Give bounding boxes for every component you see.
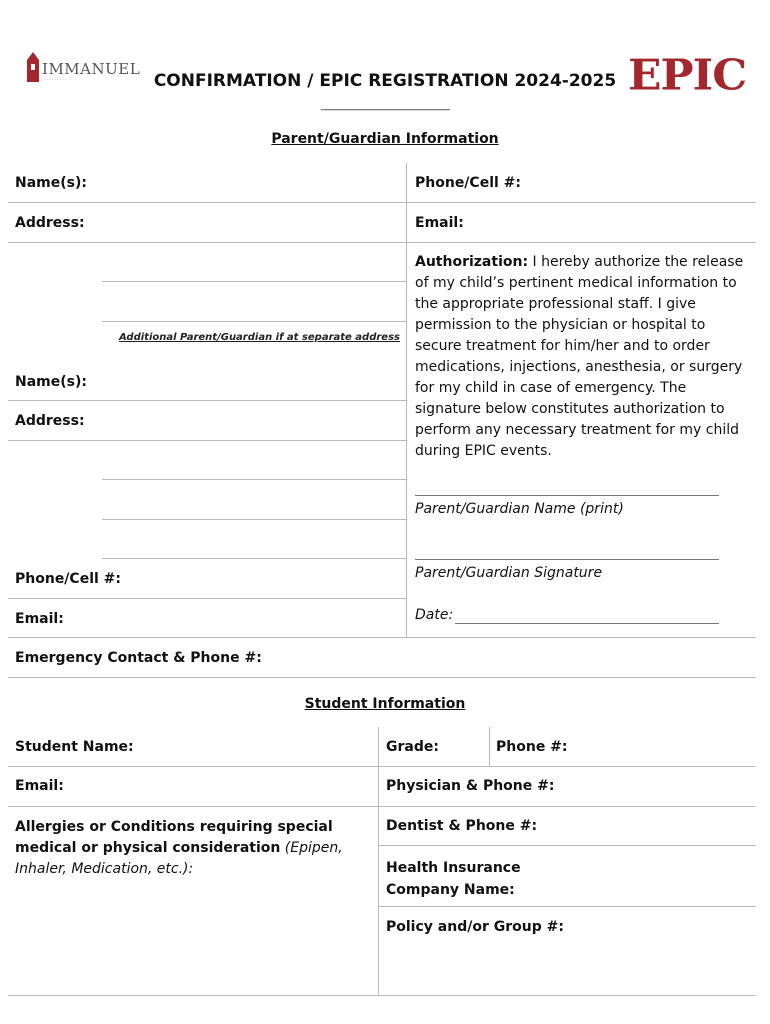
title-rule: ________________________________ xyxy=(321,100,449,111)
rule xyxy=(378,906,756,907)
rule xyxy=(8,637,756,638)
parent-column-divider xyxy=(406,163,407,637)
date-line[interactable] xyxy=(455,623,719,624)
signature-label: Parent/Guardian Signature xyxy=(415,565,603,581)
student-name-field[interactable]: Student Name: xyxy=(15,739,134,755)
logo-left-subtext: ········· xyxy=(44,77,68,83)
address2-field[interactable]: Address: xyxy=(15,413,85,429)
insurance-label-line2: Company Name: xyxy=(386,882,515,898)
rule xyxy=(8,440,406,441)
rule xyxy=(102,558,406,559)
email2-field[interactable]: Email: xyxy=(15,611,64,627)
insurance-field[interactable] xyxy=(386,857,521,901)
rule xyxy=(8,766,756,767)
authorization-body: I hereby authorize the release of my child’s pertinent medical information to the appropriate professional staff. I give permission to the physician or hospital to secure treatment for him/her and to order medications, injections, anesthesia, or surgery for my child in case of emergency. The signature below constitutes authorization to perform any necessary treatment for my child during EPIC events. xyxy=(415,254,744,459)
rule xyxy=(102,479,406,480)
rule xyxy=(102,519,406,520)
student-section-heading: Student Information xyxy=(304,696,466,712)
names2-field[interactable]: Name(s): xyxy=(15,374,87,390)
signature-line[interactable] xyxy=(415,559,719,560)
email-field[interactable]: Email: xyxy=(415,215,464,231)
rule xyxy=(8,202,756,203)
print-name-label: Parent/Guardian Name (print) xyxy=(415,501,624,517)
authorization-heading: Authorization: xyxy=(415,254,529,270)
form-title: CONFIRMATION / EPIC REGISTRATION 2024-2025 xyxy=(153,71,617,91)
student-email-field[interactable]: Email: xyxy=(15,778,64,794)
logo-left-text: IMMANUEL xyxy=(42,60,141,78)
student-phone-field[interactable]: Phone #: xyxy=(496,739,568,755)
phone-cell-field[interactable]: Phone/Cell #: xyxy=(415,175,521,191)
policy-field[interactable]: Policy and/or Group #: xyxy=(386,919,564,935)
authorization-text xyxy=(415,252,745,462)
names-field[interactable]: Name(s): xyxy=(15,175,87,191)
allergies-label: Allergies or Conditions requiring special medical or physical consideration xyxy=(15,819,333,856)
rule xyxy=(8,677,756,678)
rule xyxy=(102,281,406,282)
insurance-label-line1: Health Insurance xyxy=(386,860,521,876)
address-field[interactable]: Address: xyxy=(15,215,85,231)
print-name-line[interactable] xyxy=(415,495,719,496)
rule xyxy=(8,598,406,599)
rule xyxy=(378,845,756,846)
date-label: Date: xyxy=(415,607,454,623)
additional-parent-note: Additional Parent/Guardian if at separate address xyxy=(119,332,400,343)
parent-section-heading: Parent/Guardian Information xyxy=(271,131,499,147)
student-column-divider xyxy=(378,727,379,995)
grade-field[interactable]: Grade: xyxy=(386,739,439,755)
rule xyxy=(8,242,756,243)
grade-phone-divider xyxy=(489,727,490,766)
rule xyxy=(8,806,756,807)
allergies-examples: (Epipen, Inhaler, Medication, etc.): xyxy=(15,840,343,877)
epic-logo: EPIC xyxy=(628,51,747,100)
phone2-field[interactable]: Phone/Cell #: xyxy=(15,571,121,587)
rule xyxy=(8,995,756,996)
allergies-field[interactable] xyxy=(15,817,345,880)
emergency-contact-field[interactable]: Emergency Contact & Phone #: xyxy=(15,650,262,666)
dentist-field[interactable]: Dentist & Phone #: xyxy=(386,818,538,834)
physician-field[interactable]: Physician & Phone #: xyxy=(386,778,555,794)
rule xyxy=(8,400,406,401)
rule xyxy=(102,321,406,322)
